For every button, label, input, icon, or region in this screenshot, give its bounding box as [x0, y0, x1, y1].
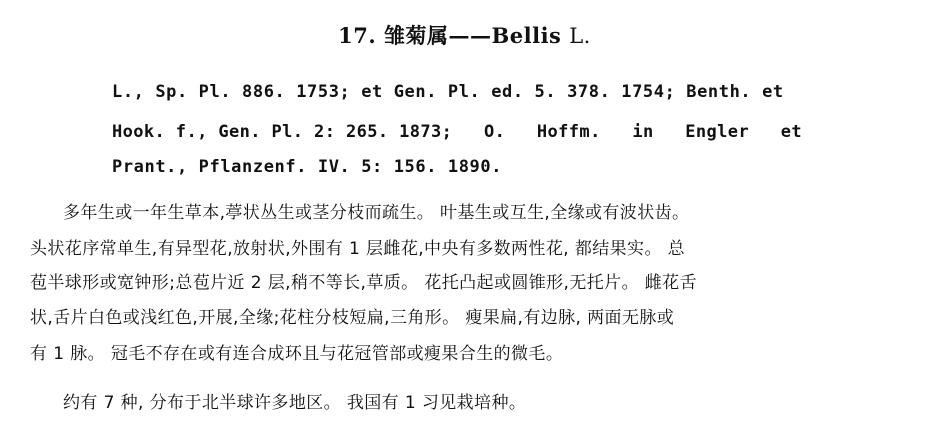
genus-author: L.: [569, 24, 591, 48]
genus-latin-name: Bellis: [491, 23, 562, 48]
description-line-3: 苞半球形或宽钟形;总苞片近 2 层,稍不等长,草质。 花托凸起或圆锥形,无托片。 雌花舌: [30, 273, 697, 293]
genus-chinese-name: 雏菊属: [384, 23, 449, 48]
description-line-5: 有 1 脉。 冠毛不存在或有连合成环且与花冠管部或瘦果合生的微毛。: [30, 344, 564, 364]
reference-fragment: et: [780, 122, 802, 142]
description-line-1: 多年生或一年生草本,葶状丛生或茎分枝而疏生。 叶基生或互生,全缘或有波状齿。: [63, 203, 690, 223]
reference-line-2: [112, 122, 802, 142]
reference-fragment: Engler: [685, 122, 750, 142]
reference-line-3: Prant., Pflanzenf. IV. 5: 156. 1890.: [112, 157, 503, 177]
distribution-paragraph: 约有 7 种, 分布于北半球许多地区。 我国有 1 习见栽培种。: [63, 393, 527, 413]
reference-line-1: L., Sp. Pl. 886. 1753; et Gen. Pl. ed. 5. 378. 1754; Benth. et: [112, 82, 784, 102]
description-line-4: 状,舌片白色或浅红色,开展,全缘;花柱分枝短扁,三角形。 瘦果扁,有边脉, 两面无脉或: [30, 308, 675, 328]
description-line-2: 头状花序常单生,有异型花,放射状,外围有 1 层雌花,中央有多数两性花, 都结果实。 总: [30, 239, 686, 259]
reference-fragment: Hook. f., Gen. Pl. 2: 265. 1873;: [112, 122, 453, 142]
heading-dash: ——: [448, 23, 492, 48]
reference-fragment: O.: [483, 122, 506, 142]
genus-number: 17.: [338, 23, 377, 48]
genus-heading: [0, 20, 929, 50]
reference-fragment: in: [632, 122, 654, 142]
reference-fragment: Hoffm.: [536, 122, 601, 142]
